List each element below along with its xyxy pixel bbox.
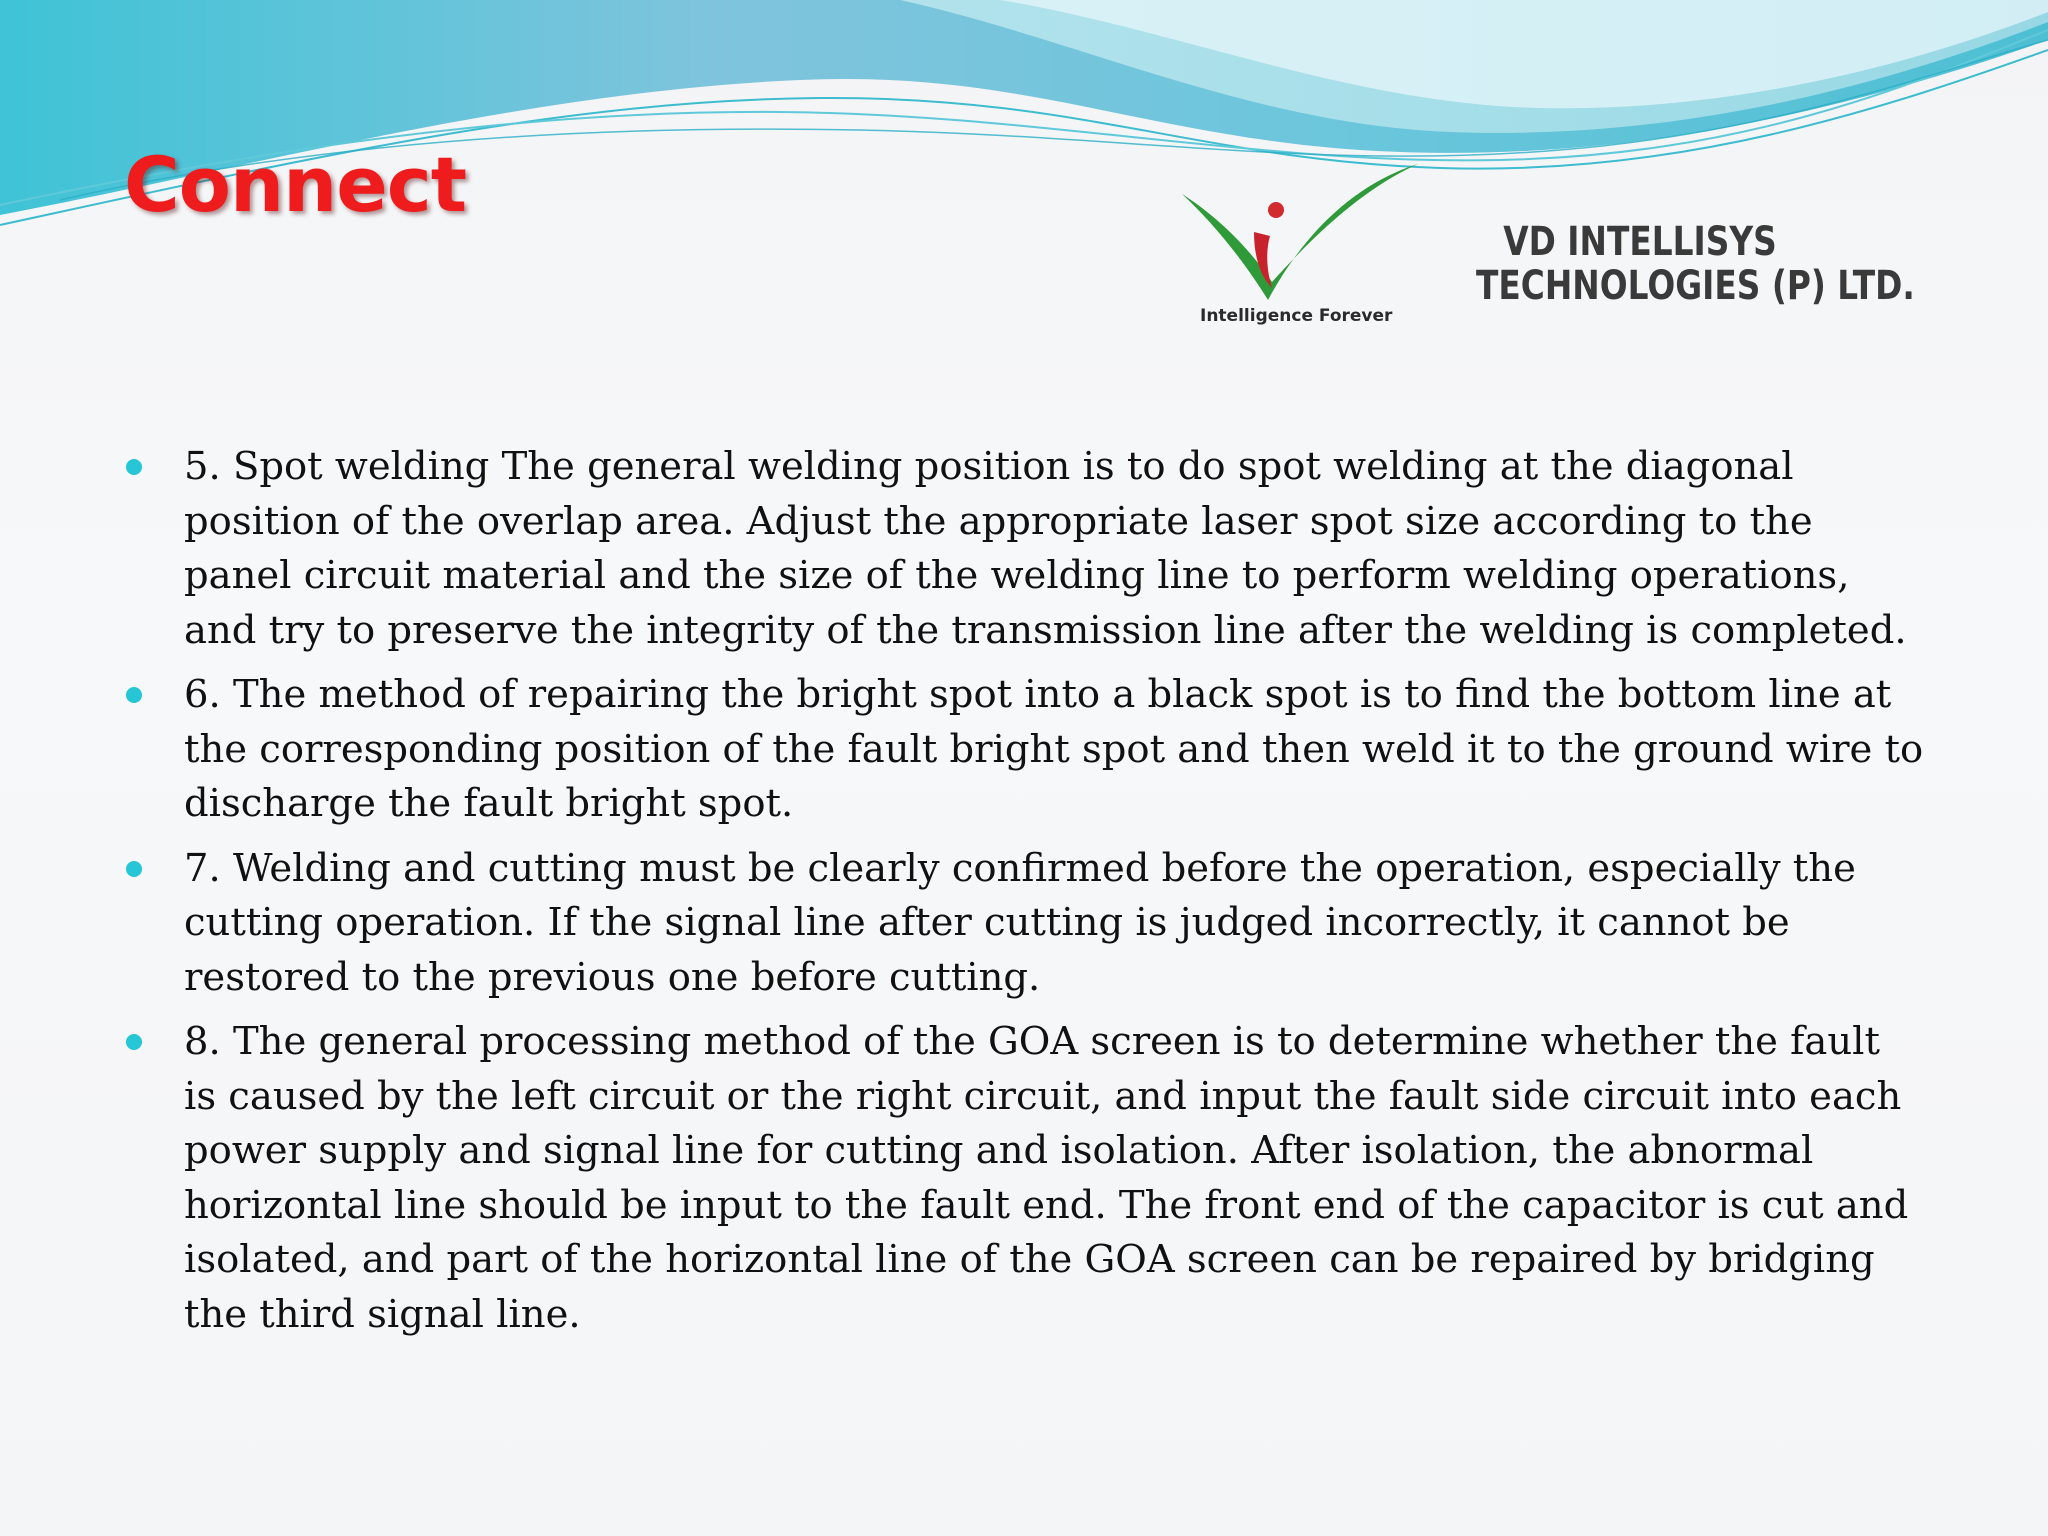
bullet-text: 8. The general processing method of the GOA screen is to determine whether the fault is caused by the left circuit or the right circuit, and input the fault side circuit into each power supply and signal line for cutting and isolation. After isolation, the abnormal horizontal line should be input to the fault end. The front end of the capacitor is cut and isolated, and part of the horizontal line of the GOA screen can be repaired by bridging the third signal line. bbox=[184, 1019, 1909, 1337]
company-logo bbox=[1180, 160, 1915, 330]
bullet-dot-icon bbox=[126, 687, 142, 703]
bullet-dot-icon bbox=[126, 1034, 142, 1050]
bullet-dot-icon bbox=[126, 861, 142, 877]
slide-title: Connect bbox=[124, 140, 467, 229]
bullet-item bbox=[124, 842, 1924, 1006]
bullet-dot-icon bbox=[126, 459, 142, 475]
bullet-text: 5. Spot welding The general welding position is to do spot welding at the diagonal position of the overlap area. Adjust the appropriate laser spot size according to the panel circuit material and the size of the welding line to perform welding operations, and try to preserve the integrity of the transmission line after the welding is completed. bbox=[184, 444, 1907, 653]
bullet-item bbox=[124, 440, 1924, 658]
bullet-item bbox=[124, 1015, 1924, 1342]
bullet-item bbox=[124, 668, 1924, 832]
vi-checkmark-logo-icon bbox=[1180, 160, 1430, 310]
bullet-list bbox=[124, 440, 1924, 1352]
company-name-line2: TECHNOLOGIES (P) LTD. bbox=[1476, 263, 1915, 309]
logo-tagline: Intelligence Forever bbox=[1200, 306, 1393, 326]
bullet-text: 7. Welding and cutting must be clearly confirmed before the operation, especially the cutting operation. If the signal line after cutting is judged incorrectly, it cannot be restored to the previous one before cutting. bbox=[184, 845, 1856, 1000]
company-name-line1: VD INTELLISYS bbox=[1503, 219, 1777, 265]
bullet-text: 6. The method of repairing the bright spot into a black spot is to find the bottom line at the corresponding position of the fault bright spot and then weld it to the ground wire to discharge the fault bright spot. bbox=[184, 672, 1924, 826]
company-name bbox=[1440, 219, 1915, 309]
